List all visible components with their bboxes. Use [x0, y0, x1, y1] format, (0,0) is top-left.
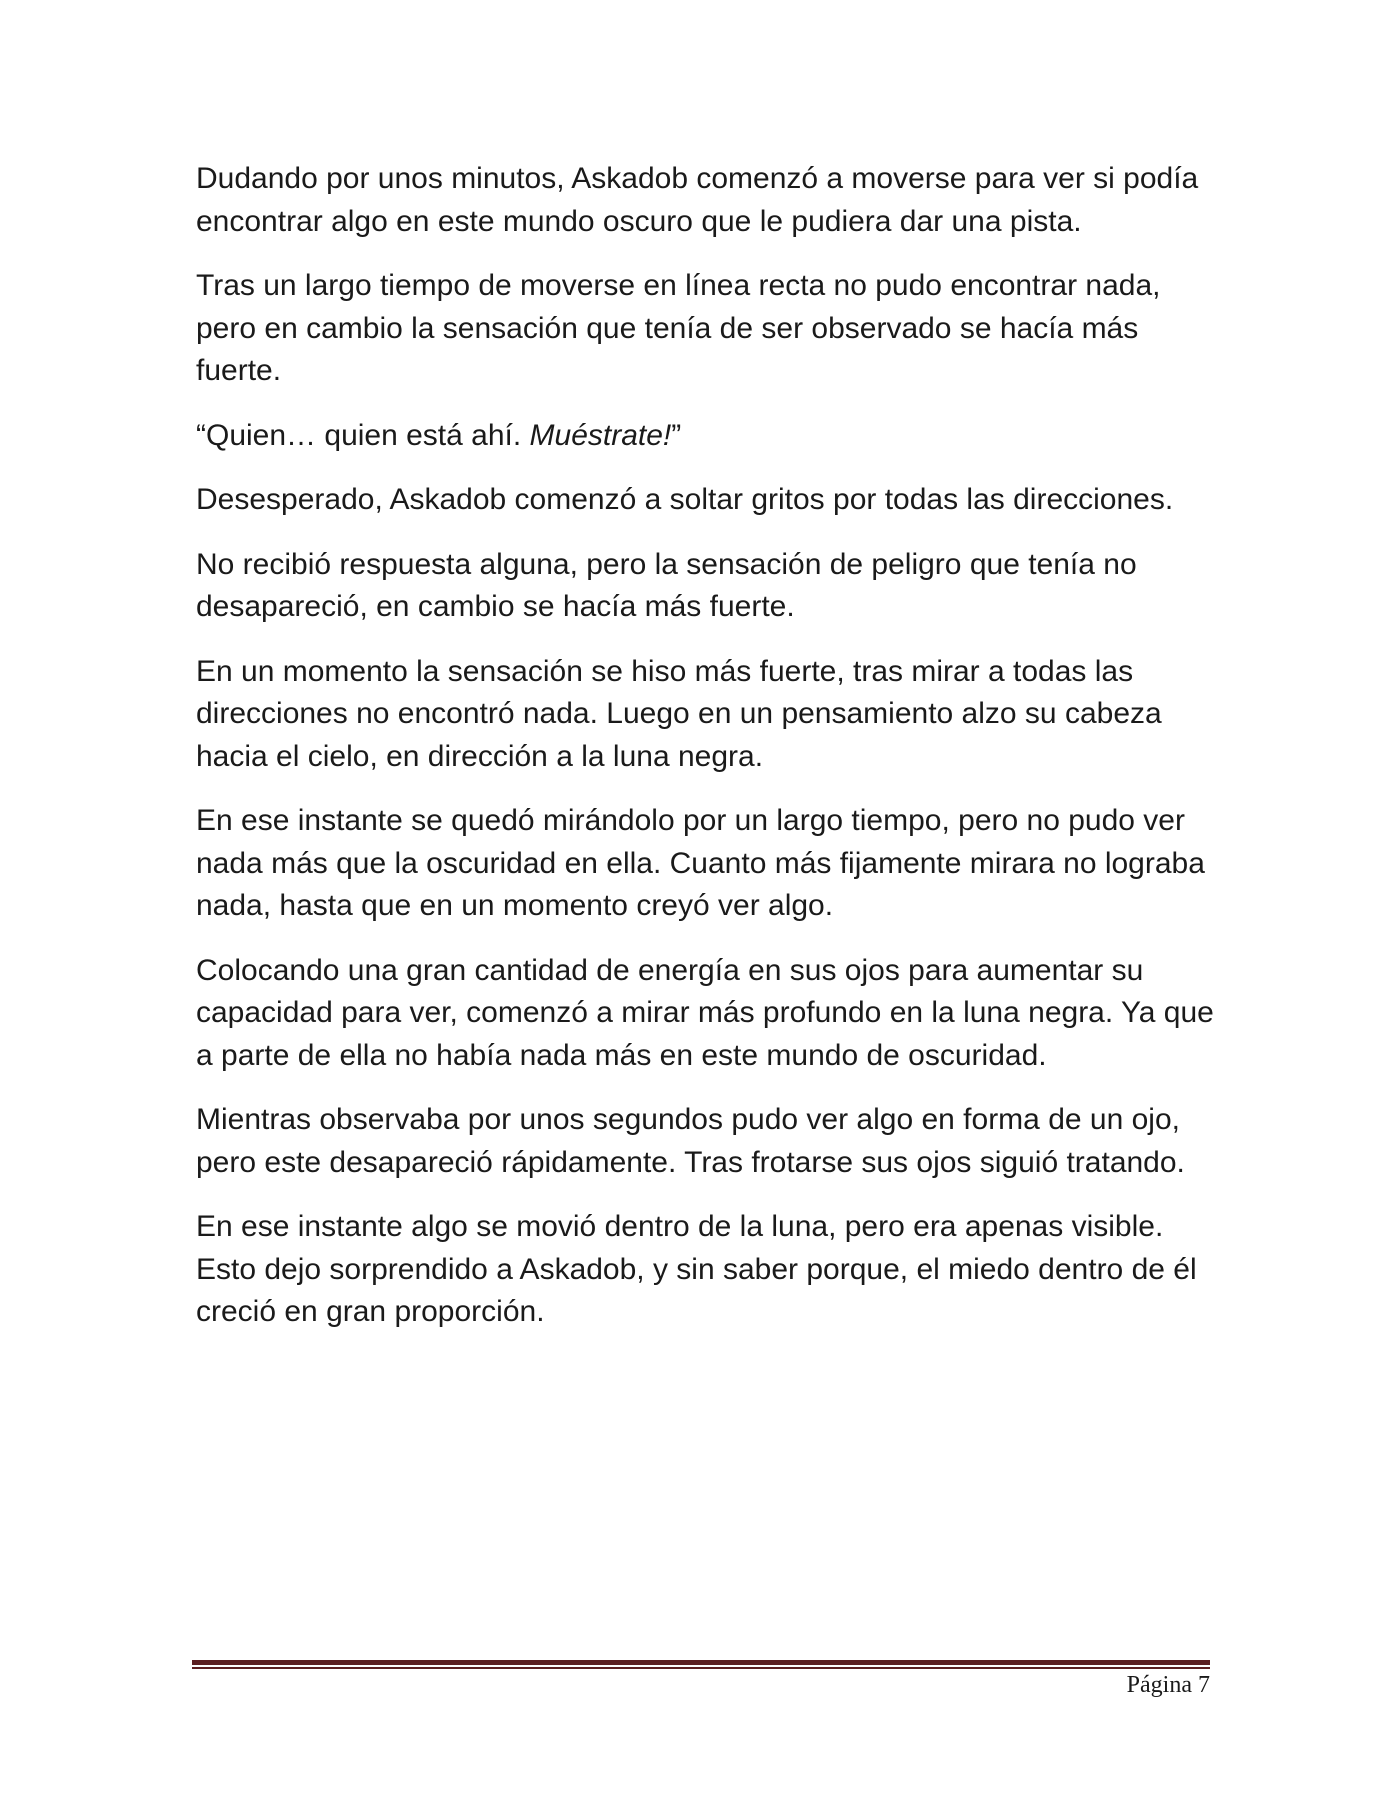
quote-close: ” — [671, 418, 682, 452]
quote-emphasis: Muéstrate! — [529, 418, 672, 452]
page-number: Página 7 — [1126, 1672, 1210, 1698]
body-text — [196, 158, 1226, 1356]
paragraph-6: En un momento la sensación se hiso más fuerte, tras mirar a todas las direcciones no encontró nada. Luego en un pensamiento alzo su cabeza hacia el cielo, en dirección a la luna negra. — [196, 654, 1162, 773]
paragraph-quote — [196, 415, 1226, 458]
footer-rule-thin — [192, 1667, 1210, 1669]
paragraph-8: Colocando una gran cantidad de energía en sus ojos para aumentar su capacidad para ver, comenzó a mirar más profundo en la luna negra. Ya que a parte de ella no había nada más en este mundo de oscuridad. — [196, 953, 1214, 1072]
footer-rule — [192, 1660, 1210, 1669]
quote-open: “Quien… quien está ahí. — [196, 418, 530, 452]
paragraph-2: Tras un largo tiempo de moverse en línea recta no pudo encontrar nada, pero en cambio la sensación que tenía de ser observado se hacía más fuerte. — [196, 269, 1161, 387]
paragraph-10: En ese instante algo se movió dentro de la luna, pero era apenas visible. Esto dejo sorprendido a Askadob, y sin saber porque, el miedo dentro de él creció en gran proporción. — [196, 1210, 1197, 1328]
paragraph-9: Mientras observaba por unos segundos pudo ver algo en forma de un ojo, pero este desapareció rápidamente. Tras frotarse sus ojos siguió tratando. — [196, 1103, 1185, 1179]
paragraph-4: Desesperado, Askadob comenzó a soltar gritos por todas las direcciones. — [196, 483, 1174, 516]
paragraph-1: Dudando por unos minutos, Askadob comenzó a moverse para ver si podía encontrar algo en este mundo oscuro que le pudiera dar una pista. — [196, 162, 1199, 238]
paragraph-7: En ese instante se quedó mirándolo por un largo tiempo, pero no pudo ver nada más que la oscuridad en ella. Cuanto más fijamente mirara no lograba nada, hasta que en un momento creyó ver algo. — [196, 804, 1205, 922]
paragraph-5: No recibió respuesta alguna, pero la sensación de peligro que tenía no desapareció, en cambio se hacía más fuerte. — [196, 547, 1137, 623]
